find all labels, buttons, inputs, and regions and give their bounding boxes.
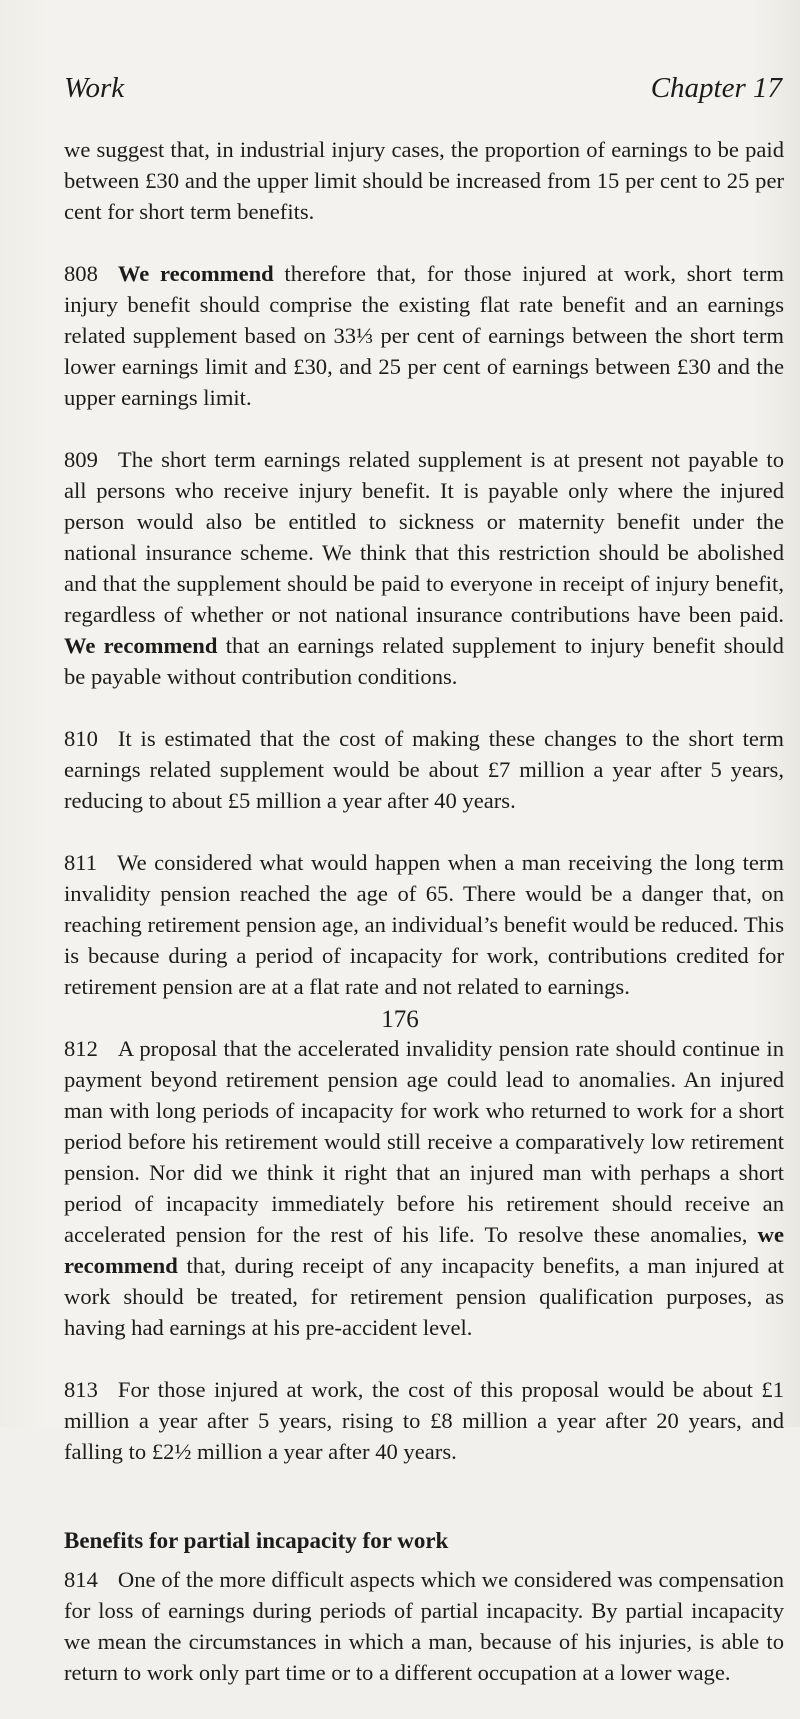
paragraph-text: We considered what would happen when a man receiving the long term invalidity pension reached the age of 65. There would be a danger that, on reaching retirement pension age, an individual’s benefit would be reduced. This is because during a period of incapacity for work, contributions credited for retirement pension are at a flat rate and not related to earnings. xyxy=(64,850,784,999)
page-number: 176 xyxy=(381,1006,419,1033)
section-heading: Benefits for partial incapacity for work xyxy=(64,1528,449,1553)
paragraph-group-before-heading xyxy=(64,134,784,1467)
paragraph-number: 808 xyxy=(64,261,98,286)
paragraph-number: 810 xyxy=(64,726,98,751)
paragraph xyxy=(64,1374,784,1467)
paragraph xyxy=(64,444,784,692)
body-text xyxy=(64,134,784,1719)
paragraph-text: For those injured at work, the cost of this proposal would be about £1 million a year after 5 years, rising to £8 million a year after 20 years, and falling to £2½ million a year after 40 years. xyxy=(64,1377,784,1464)
header-chapter-label: Chapter 17 xyxy=(650,72,782,104)
paragraph-text: One of the more difficult aspects which we considered was compensation for loss of earnings during periods of partial incapacity. By partial incapacity we mean the circumstances in which a man, because of his injuries, is able to return to work only part time or to a different occupation at a lower wage. xyxy=(64,1567,784,1685)
paragraph-text: The short term earnings related supplement is at present not payable to all persons who receive injury benefit. It is payable only where the injured person would also be entitled to sickness or maternity benefit under the national insurance scheme. We think that this restriction should be abolished and that the supplement should be paid to everyone in receipt of injury benefit, regardless of whether or not national insurance contributions have been paid. xyxy=(64,447,784,627)
paragraph-emphasis: we recommend xyxy=(64,1222,784,1278)
running-header xyxy=(64,68,782,108)
header-section-title: Work xyxy=(64,72,125,104)
paragraph-text: we suggest that, in industrial injury cases, the proportion of earnings to be paid between £30 and the upper limit should be increased from 15 per cent to 25 per cent for short term benefits. xyxy=(64,137,784,224)
paragraph xyxy=(64,258,784,413)
paragraph xyxy=(64,723,784,816)
paragraph-number: 813 xyxy=(64,1377,98,1402)
paragraph-emphasis: We recommend xyxy=(117,261,274,286)
paragraph-text: that an earnings related supplement to injury benefit should be payable without contribution conditions. xyxy=(64,633,784,689)
paragraph-text: It is estimated that the cost of making these changes to the short term earnings related supplement would be about £7 million a year after 5 years, reducing to about £5 million a year after 40 years. xyxy=(64,726,784,813)
paragraph-text: that, during receipt of any incapacity benefits, a man injured at work should be treated, for retirement pension qualification purposes, as having had earnings at his pre-accident level. xyxy=(64,1253,784,1340)
paragraph xyxy=(64,847,784,1002)
paragraph-number: 811 xyxy=(64,850,98,875)
paragraph xyxy=(64,1033,784,1343)
paragraph-text: therefore that, for those injured at work, short term injury benefit should comprise the existing flat rate benefit and an earnings related supplement based on 33⅓ per cent of earnings between the short term lower earnings limit and £30, and 25 per cent of earnings between £30 and the upper earnings limit. xyxy=(64,261,784,410)
paragraph xyxy=(64,134,784,227)
paragraph-number: 814 xyxy=(64,1567,98,1592)
paragraph-group-after-heading xyxy=(64,1564,784,1688)
paragraph-text: A proposal that the accelerated invalidity pension rate should continue in payment beyond retirement pension age could lead to anomalies. An injured man with long periods of incapacity for work who returned to work for a short period before his retirement would still receive a comparatively low retirement pension. Nor did we think it right that an injured man with perhaps a short period of incapacity immediately before his retirement should receive an accelerated pension for the rest of his life. To resolve these anomalies, xyxy=(64,1036,784,1247)
paragraph xyxy=(64,1564,784,1688)
paragraph-emphasis: We recommend xyxy=(64,633,218,658)
paragraph-number: 812 xyxy=(64,1036,98,1061)
paragraph-number: 809 xyxy=(64,447,98,472)
